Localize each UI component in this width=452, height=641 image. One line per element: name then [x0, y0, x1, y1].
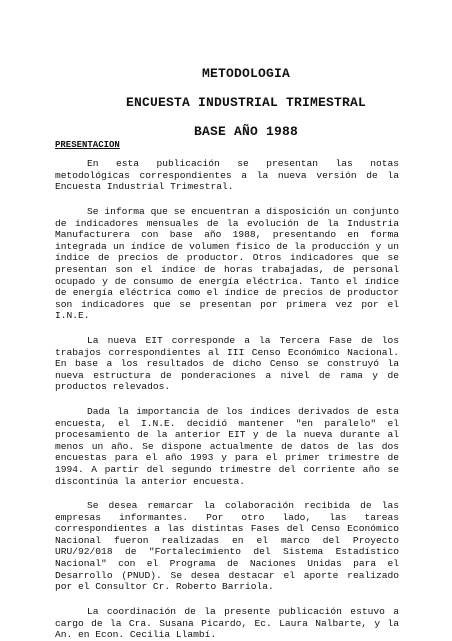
paragraph-text: Se informa que se encuentran a disposición un conjunto de indicadores mensuales de la evolución de la Industria Manufacturera con base año 1988, presentando en forma integrada un índice de volumen físico de la producción y un índice de precios de productor. Otros indicadores que se presentan son el índice de horas trabajadas, de personal ocupado y de consumo de energía eléctrica. Tanto el índice de energía eléctrica como el índice de precios de productor son indicadores que se presentan por primera vez por el I.N.E.	[55, 206, 399, 322]
document-base-year: BASE AÑO 1988	[193, 124, 299, 139]
document-title: METODOLOGIA	[201, 66, 290, 81]
paragraph-text: La nueva EIT corresponde a la Tercera Fase de los trabajos correspondientes al III Censo Económico Nacional. En base a los resultados de dicho Censo se construyó la nueva estructura de ponderaciones a nivel de rama y de productos relevados.	[55, 335, 399, 393]
paragraph	[55, 206, 399, 322]
paragraph-text: Dada la importancia de los índices derivados de esta encuesta, el I.N.E. decidió mantener "en paralelo" el procesamiento de la anterior EIT y de la nueva durante al menos un año. Se dispone actualmente de datos de las dos encuestas para el año 1993 y para el primer trimestre de 1994. A partir del segundo trimestre del corriente año se discontinúa la anterior encuesta.	[55, 406, 399, 487]
paragraph	[55, 606, 399, 641]
paragraph-text: Se desea remarcar la colaboración recibida de las empresas informantes. Por otro lado, las tareas correspondientes a las distintas Fases del Censo Económico Nacional fueron realizadas en el marco del Proyecto URU/92/018 de "Fortalecimiento del Sistema Estadístico Nacional" con el Programa de Naciones Unidas para el Desarrollo (PNUD). Se desea destacar el aporte realizado por el Consultor Cr. Roberto Barriola.	[55, 500, 399, 593]
paragraph	[55, 158, 399, 193]
paragraph	[55, 406, 399, 487]
paragraph	[55, 335, 399, 393]
paragraph	[55, 500, 399, 593]
document-subtitle: ENCUESTA INDUSTRIAL TRIMESTRAL	[125, 95, 367, 110]
paragraph-text: La coordinación de la presente publicación estuvo a cargo de la Cra. Susana Picardo, Ec. Laura Nalbarte, y la An. en Econ. Cecilia Llambí.	[55, 606, 399, 641]
section-heading-presentacion: PRESENTACION	[55, 140, 120, 150]
paragraph-text: En esta publicación se presentan las notas metodológicas correspondientes a la nueva versión de la Encuesta Industrial Trimestral.	[55, 158, 399, 193]
